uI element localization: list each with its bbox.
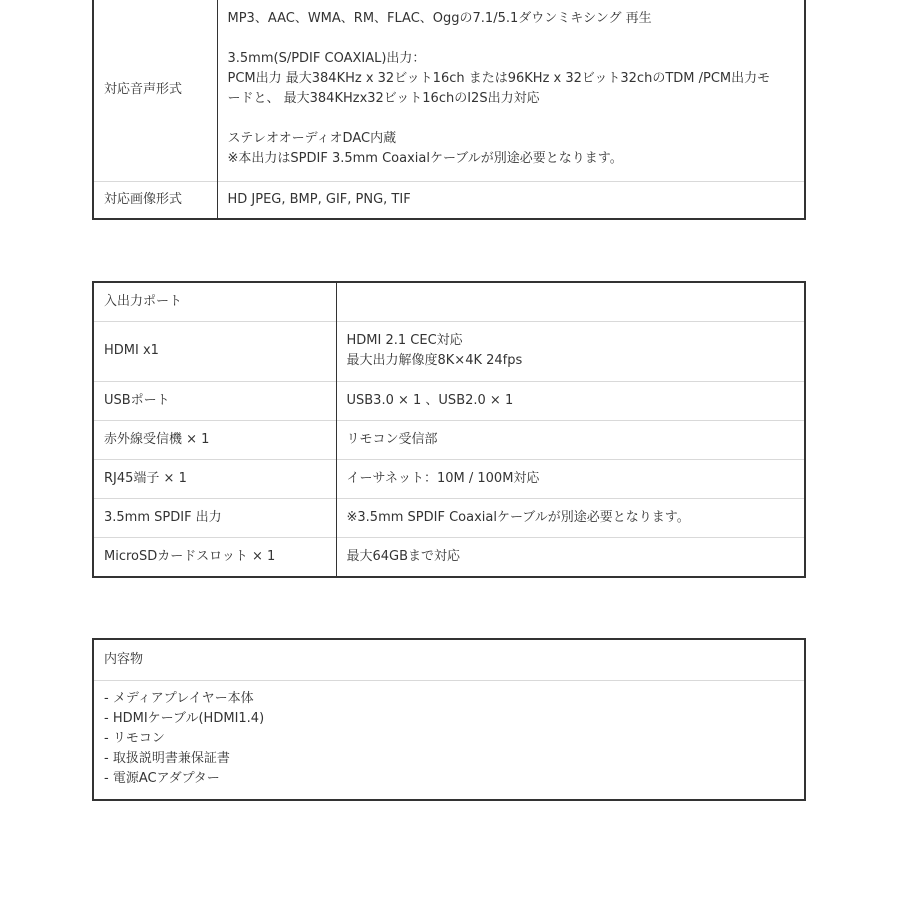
contents-header: 内容物	[104, 651, 144, 667]
list-item: - リモコン	[104, 730, 165, 746]
image-format-row	[93, 181, 805, 219]
audio-format-line: MP3、AAC、WMA、RM、FLAC、Oggの7.1/5.1ダウンミキシング 再生	[227, 11, 652, 27]
port-label: 3.5mm SPDIF 出力	[93, 499, 336, 538]
contents-list	[93, 680, 805, 800]
audio-format-label: 対応音声形式	[93, 0, 217, 181]
table-row	[93, 499, 805, 538]
port-value: USB3.0 × 1 、USB2.0 × 1	[336, 381, 805, 420]
port-label: USBポート	[93, 381, 336, 420]
port-value	[336, 321, 805, 381]
port-value-line: HDMI 2.1 CEC対応	[346, 333, 463, 349]
contents-items-row	[93, 680, 805, 800]
port-label: HDMI x1	[93, 321, 336, 381]
image-format-label: 対応画像形式	[93, 181, 217, 219]
port-value: リモコン受信部	[336, 420, 805, 459]
list-item: - メディアプレイヤー本体	[104, 690, 254, 706]
port-value: 最大64GBまで対応	[336, 538, 805, 577]
table-row	[93, 321, 805, 381]
audio-format-line: ステレオオーディオDAC内蔵	[227, 131, 397, 147]
contents-table	[92, 638, 806, 801]
port-value: ※3.5mm SPDIF Coaxialケーブルが別途必要となります。	[336, 499, 805, 538]
table-row	[93, 381, 805, 420]
ports-header-label: 入出力ポート	[93, 282, 336, 321]
port-value: イーサネット：10M / 100M対応	[336, 460, 805, 499]
port-label: RJ45端子 × 1	[93, 460, 336, 499]
list-item: - 電源ACアダプター	[104, 770, 220, 786]
image-format-value: HD JPEG, BMP, GIF, PNG, TIF	[217, 181, 805, 219]
port-label: 赤外線受信機 × 1	[93, 420, 336, 459]
audio-format-row	[93, 0, 805, 181]
ports-header-value	[336, 282, 805, 321]
contents-header-row	[93, 639, 805, 680]
audio-format-note: ※本出力はSPDIF 3.5mm Coaxialケーブルが別途必要となります。	[227, 151, 623, 167]
table-row	[93, 538, 805, 577]
port-value-line: 最大出力解像度8K×4K 24fps	[346, 353, 523, 369]
list-item: - 取扱説明書兼保証書	[104, 750, 230, 766]
audio-format-line: 3.5mm(S/PDIF COAXIAL)出力：	[227, 51, 426, 67]
ports-header-row	[93, 282, 805, 321]
ports-spec-table	[92, 281, 806, 578]
table-row	[93, 420, 805, 459]
format-spec-table	[92, 0, 806, 220]
audio-format-value	[217, 0, 805, 181]
port-label: MicroSDカードスロット × 1	[93, 538, 336, 577]
table-row	[93, 460, 805, 499]
list-item: - HDMIケーブル(HDMI1.4)	[104, 710, 265, 726]
audio-format-line: ードと、 最大384KHzx32ビット16chのI2S出力対応	[227, 91, 540, 107]
audio-format-line: PCM出力 最大384KHz x 32ビット16ch または96KHz x 32ビット32chのTDM /PCM出力モ	[227, 71, 771, 87]
